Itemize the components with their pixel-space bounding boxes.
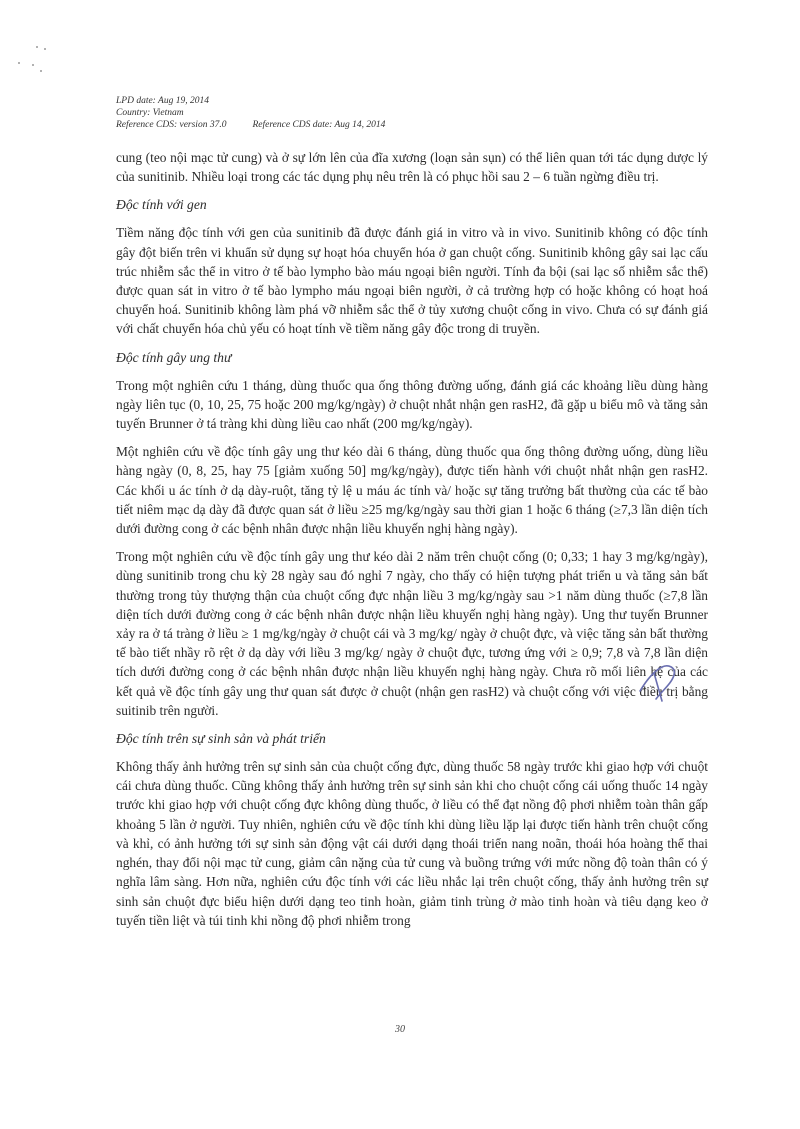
- section-heading-carcinogenicity: Độc tính gây ung thư: [116, 349, 232, 365]
- page-number: 30: [395, 1024, 405, 1035]
- reference-cds-version: Reference CDS: version 37.0: [116, 120, 227, 130]
- section-heading-genotoxicity: Độc tính với gen: [116, 197, 207, 213]
- reproductive-toxicity-paragraph: Không thấy ảnh hưởng trên sự sinh sản của chuột cống đực, dùng thuốc 58 ngày trước khi giao hợp với chuột cái chưa dùng thuốc. Cũng không thấy ảnh hưởng trên sự sinh sản khi cho chuột cống cái uống thuốc 14 ngày trước khi giao hợp với chuột cống đực không dùng thuốc, ở liều có thể đạt nồng độ phơi nhiễm toàn thân gấp khoảng 5 lần ở người. Tuy nhiên, nghiên cứu về độc tính khi dùng liều lặp lại được tiến hành trên chuột cống và khỉ, có ảnh hưởng tới sự sinh sản động vật cái dưới dạng thoái triển nang noãn, thoái hóa hoàng thể thai nghén, thay đổi nội mạc tử cung, giảm cân nặng của tử cung và buồng trứng với mức nồng độ toàn thân có ý nghĩa lâm sàng. Hơn nữa, nghiên cứu độc tính với các liều nhắc lại trên chuột cống, thấy ảnh hưởng trên sự sinh sản chuột đực biểu hiện dưới dạng teo tinh hoàn, giảm tinh trùng ở mào tinh hoàn và tiêu dạng keo ở tuyến tiền liệt và túi tinh khi nồng độ phơi nhiễm trong: [116, 759, 708, 928]
- document-body: [116, 148, 708, 939]
- carcinogenicity-paragraph-3: Trong một nghiên cứu về độc tính gây ung thư kéo dài 2 năm trên chuột cống (0; 0,33; 1 hay 3 mg/kg/ngày), dùng sunitinib trong chu kỳ 28 ngày sau đó nghỉ 7 ngày, cho thấy có hiện tượng phát triển u và tăng sản bất thường trong tủy thượng thận của chuột cống đực nhận liều 3 mg/kg/ngày sau >1 năm dùng thuốc (≥7,8 lần diện tích dưới đường cong ở các bệnh nhân được nhận liều khuyến nghị hàng ngày). Ung thư tuyến Brunner xảy ra ở tá tràng ở liều ≥ 1 mg/kg/ngày ở chuột cái và 3 mg/kg/ ngày ở chuột đực, và việc tăng sản bất thường tế bào tiết nhầy rõ rệt ở dạ dày với liều 3 mg/kg/ ngày ở chuột đực, tương ứng với ≥ 0,9; 7,8 và 7,8 lần diện tích dưới đường cong ở các bệnh nhân được nhận liều khuyến nghị hàng ngày. Chưa rõ mối liên hệ của các kết quả về độc tính gây ung thư quan sát được ở chuột (nhận gen rasH2) và chuột cống với việc điều trị bằng suitinib trên người.: [116, 549, 708, 718]
- intro-paragraph: cung (teo nội mạc tử cung) và ở sự lớn lên của đĩa xương (loạn sản sụn) có thể liên quan tới tác dụng dược lý của sunitinib. Nhiều loại trong các tác dụng phụ nêu trên là có phục hồi sau 2 – 6 tuần ngừng điều trị.: [116, 150, 708, 185]
- carcinogenicity-paragraph-2: Một nghiên cứu về độc tính gây ung thư kéo dài 6 tháng, dùng thuốc qua ống thông đường uống, dùng liều hàng ngày (0, 8, 25, hay 75 [giảm xuống 50] mg/kg/ngày), được tiến hành với chuột nhắt nhận gen rasH2. Các khối u ác tính ở dạ dày-ruột, tăng tỷ lệ u máu ác tính và/ hoặc sự tăng trưởng bất thường của các tế bào tiết niêm mạc dạ dày đã được quan sát ở liều ≥25 mg/kg/ngày sau thời gian 1 hoặc 6 tháng (≥7,3 lần diện tích dưới đường cong ở các bệnh nhân được nhận liều khuyến nghị hàng ngày).: [116, 444, 708, 537]
- reference-cds-date: Reference CDS date: Aug 14, 2014: [252, 120, 386, 130]
- genotoxicity-paragraph: Tiềm năng độc tính với gen của sunitinib đã được đánh giá in vitro và in vivo. Sunitinib không có độc tính gây đột biến trên vi khuẩn sử dụng sự hoạt hóa chuyển hóa ở gan chuột cống. Sunitinib không gây sai lạc cấu trúc nhiễm sắc thể in vitro ở tế bào lympho bào máu ngoại biên người. Tính đa bội (sai lạc số nhiễm sắc thể) được quan sát in vitro ở tế bào lympho máu ngoại biên người, ở cả trường hợp có hoặc không có hoạt hoá chuyển hoá. Sunitinib không làm phá vỡ nhiễm sắc thể ở tủy xương chuột cống in vivo. Chưa có sự đánh giá với chất chuyển hóa chủ yếu có hoạt tính về tiềm năng gây độc trong di truyền.: [116, 225, 708, 337]
- handwritten-annotation-mark: [636, 661, 686, 705]
- reference-cds-row: [116, 119, 411, 131]
- carcinogenicity-paragraph-1: Trong một nghiên cứu 1 tháng, dùng thuốc qua ống thông đường uống, đánh giá các khoảng liều dùng hàng ngày liên tục (0, 10, 25, 75 hoặc 200 mg/kg/ngày) ở chuột nhắt nhận gen rasH2, đã gặp u biểu mô và tăng sản tuyến Brunner ở tá tràng khi dùng liều cao nhất (200 mg/kg/ngày).: [116, 377, 708, 432]
- scan-specks: [14, 40, 74, 80]
- section-heading-reproductive-toxicity: Độc tính trên sự sinh sản và phát triển: [116, 731, 326, 747]
- country: Country: Vietnam: [116, 108, 184, 118]
- document-header: [116, 95, 411, 131]
- lpd-date: LPD date: Aug 19, 2014: [116, 96, 209, 106]
